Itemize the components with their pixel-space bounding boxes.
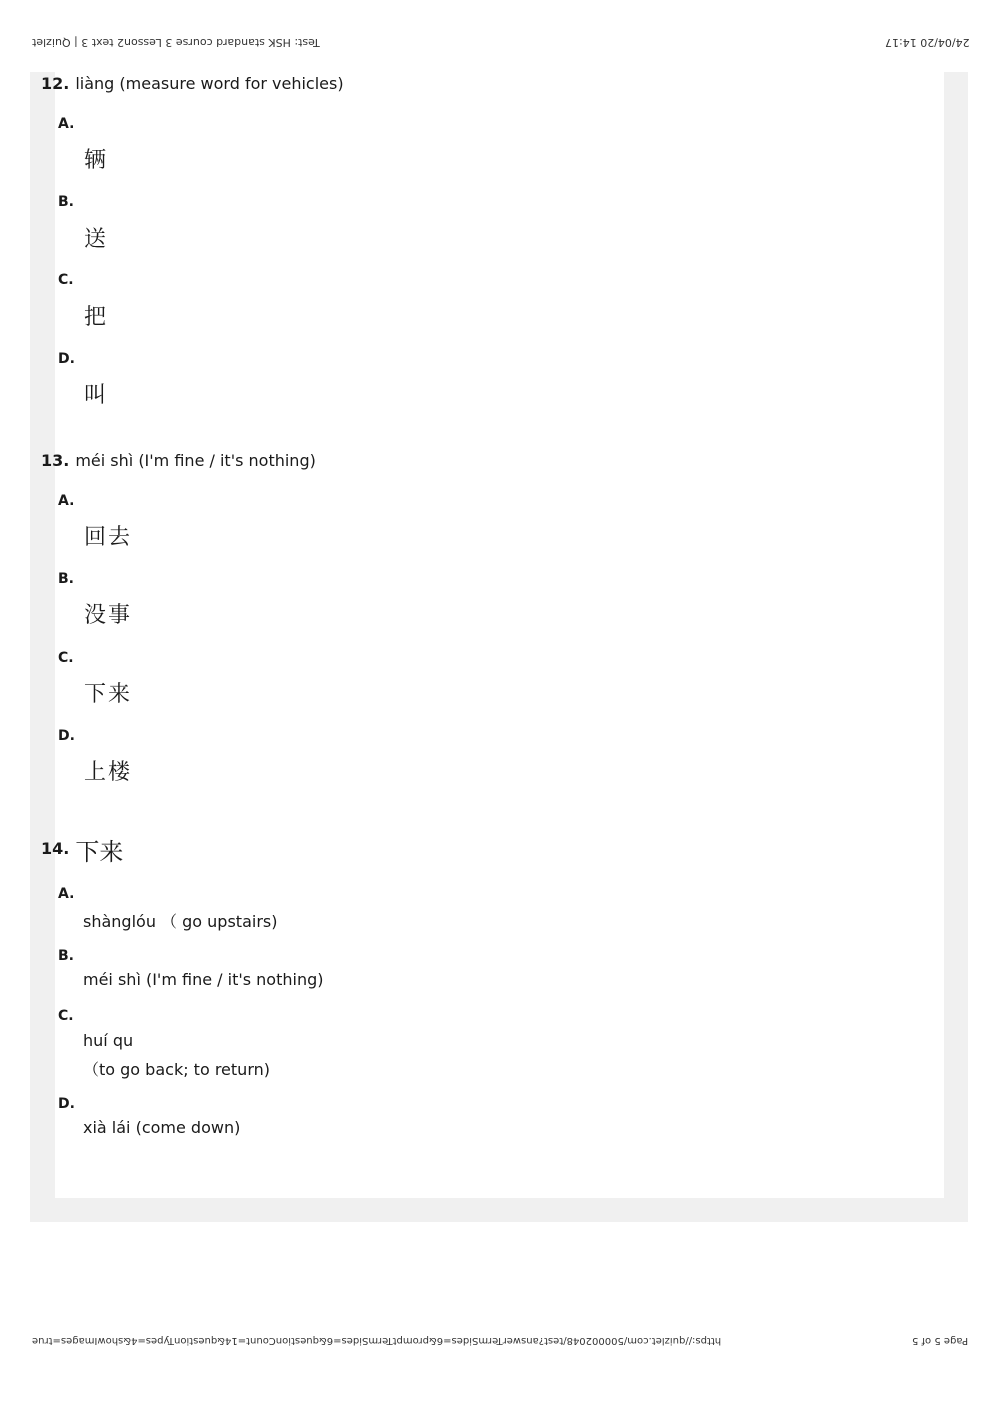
quiz-card xyxy=(55,72,944,1198)
option-answer[interactable]: 回去 xyxy=(84,525,133,550)
option-answer[interactable]: 没事 xyxy=(84,603,133,628)
option-letter: C. xyxy=(58,650,74,666)
question-number: 12. xyxy=(41,74,70,93)
question-12-title xyxy=(41,74,344,93)
option-answer[interactable]: 送 xyxy=(84,227,109,252)
print-header-title: Test: HSK standard course 3 Lesson2 text 3 | Quizlet xyxy=(32,36,320,49)
option-answer[interactable]: huí qu xyxy=(83,1031,134,1050)
option-answer[interactable]: xià lái (come down) xyxy=(83,1118,241,1137)
option-letter: B. xyxy=(58,194,74,210)
question-prompt: liàng (measure word for vehicles) xyxy=(75,74,344,93)
option-answer[interactable]: 叫 xyxy=(84,383,109,408)
option-answer[interactable]: shànglóu （ go upstairs) xyxy=(83,912,278,931)
option-letter: A. xyxy=(58,116,75,132)
question-prompt: méi shì (I'm fine / it's nothing) xyxy=(75,451,316,470)
option-answer-line2[interactable]: （to go back; to return) xyxy=(83,1060,270,1079)
option-letter: C. xyxy=(58,272,74,288)
option-letter: D. xyxy=(58,351,75,367)
print-footer-page: Page 5 of 5 xyxy=(911,1335,968,1346)
option-answer[interactable]: 下来 xyxy=(84,682,133,707)
option-answer[interactable]: méi shì (I'm fine / it's nothing) xyxy=(83,970,324,989)
option-letter: B. xyxy=(58,571,74,587)
print-header-datetime: 24/04/20 14:17 xyxy=(885,36,970,49)
option-letter: D. xyxy=(58,1096,75,1112)
option-letter: D. xyxy=(58,728,75,744)
option-answer[interactable]: 上楼 xyxy=(84,760,133,785)
question-13-title xyxy=(41,451,316,470)
option-answer[interactable]: 辆 xyxy=(84,148,109,173)
option-answer[interactable]: 把 xyxy=(84,305,109,330)
question-number: 13. xyxy=(41,451,70,470)
question-prompt: 下来 xyxy=(75,838,124,866)
question-14-title xyxy=(41,832,123,867)
option-letter: A. xyxy=(58,493,75,509)
option-letter: B. xyxy=(58,948,74,964)
print-footer-url: https://quizlet.com/500002048/test?answerTermSides=6&promptTermSides=6&questionCount=14&questionTypes=4&showImages=true xyxy=(32,1335,722,1346)
option-letter: A. xyxy=(58,886,75,902)
question-number: 14. xyxy=(41,839,70,858)
option-letter: C. xyxy=(58,1008,74,1024)
